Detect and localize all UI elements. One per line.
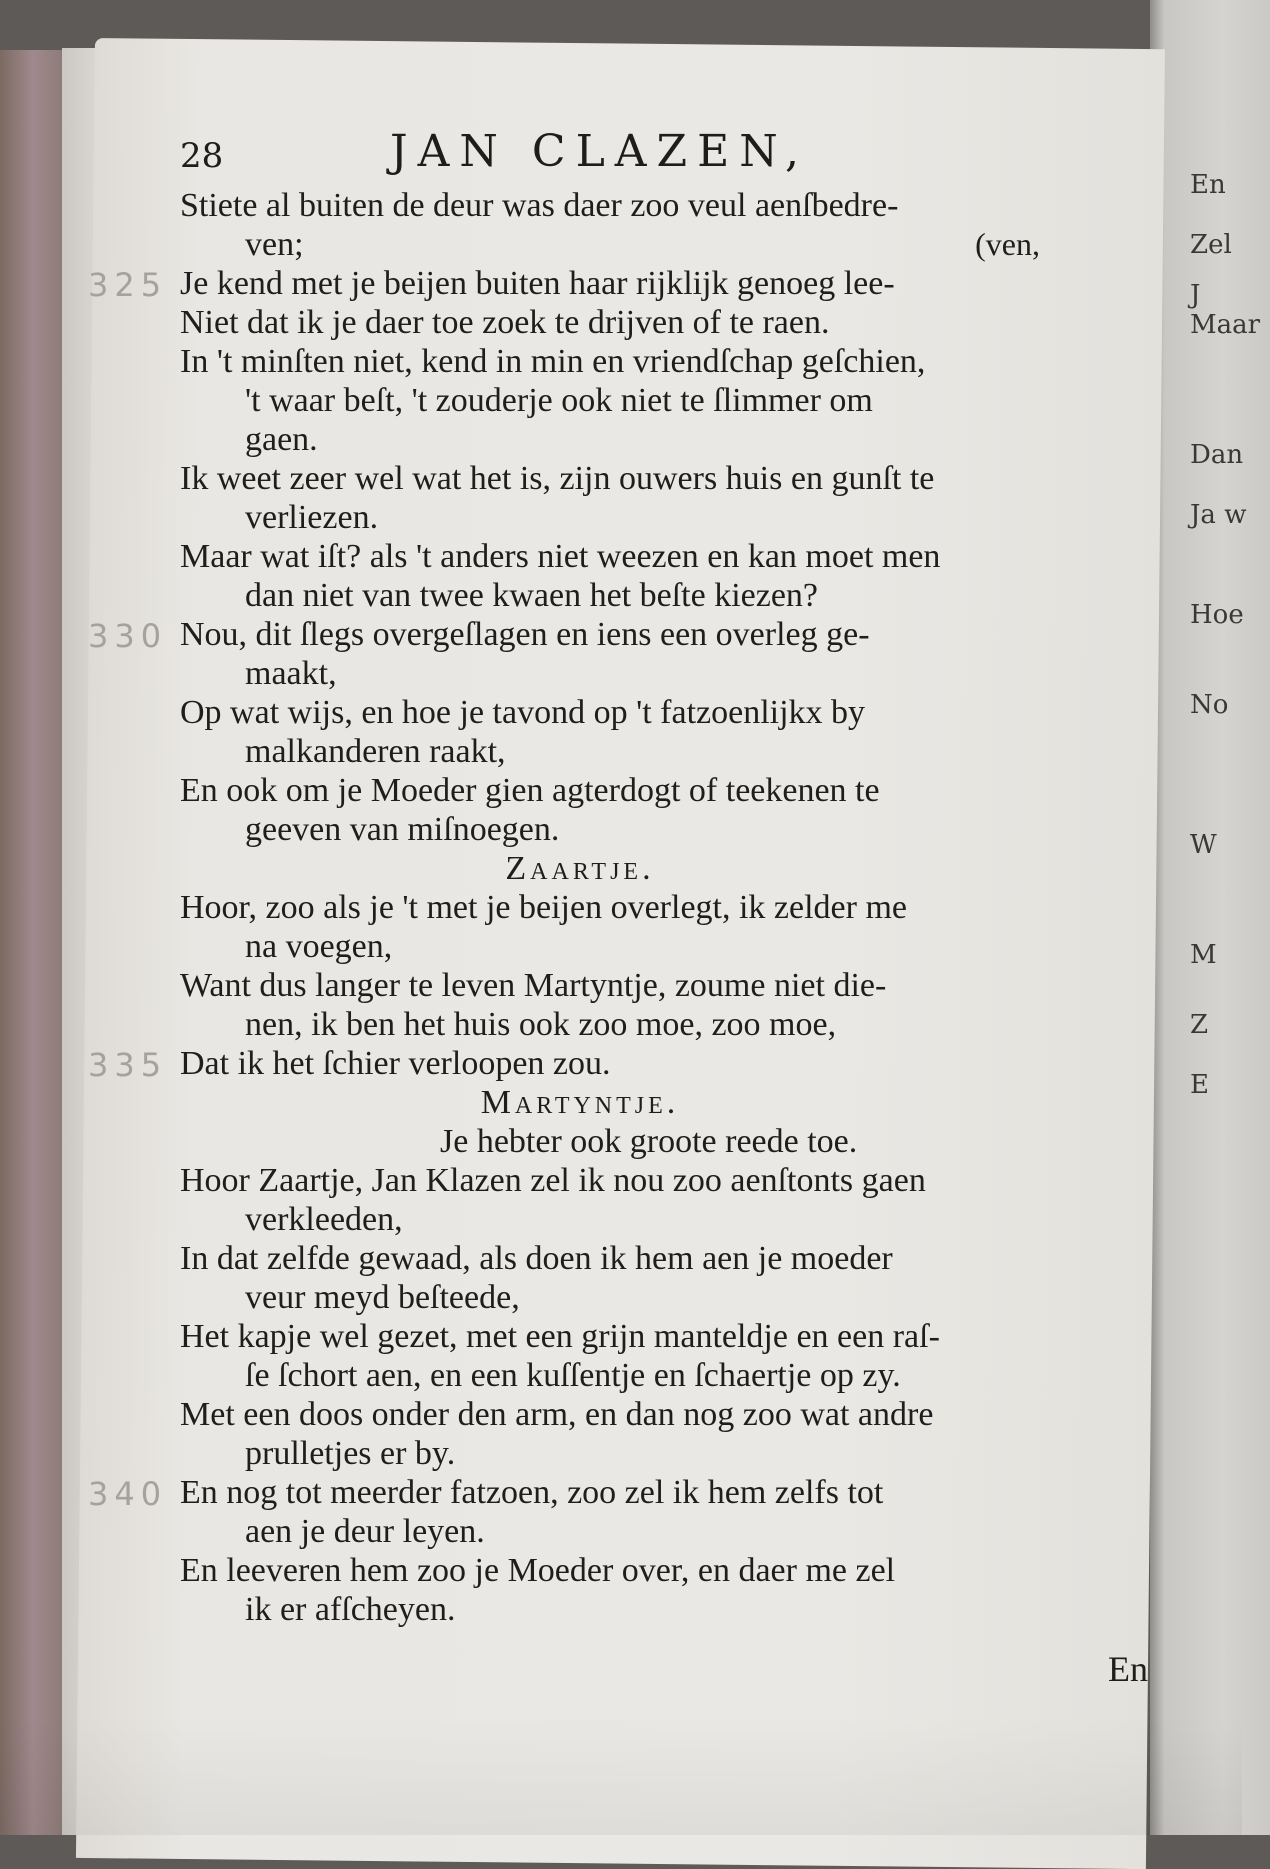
facing-page-fragment: Ja w [1190,500,1247,530]
verse-line-text: gaen. [245,421,318,458]
verse-line [180,576,1050,615]
verse-line [180,927,1050,966]
verse-line [180,1434,1050,1473]
facing-page-text [1190,170,1261,1670]
verse-line-text: Zaartje. [505,850,655,887]
verse-line [88,264,1050,304]
page-header [180,122,960,186]
verse-line-text: ſe ſchort aen, en een kuſſentje en ſchaertje op zy. [245,1357,901,1394]
facing-page-fragment: Dan [1190,440,1244,470]
verse-line-text: Op wat wijs, en hoe je tavond op 't fatzoenlijkx by [180,694,866,731]
verse-line-text: In 't minſten niet, kend in min en vriendſchap geſchien, [180,343,926,380]
verse-line-text: ven; [245,226,304,263]
verse-line [180,966,1050,1005]
verse-line [180,225,1050,264]
verse-line-text: Stiete al buiten de deur was daer zoo veul aenſbedre- [180,187,899,224]
verse-line [180,498,1050,537]
facing-page-fragment: Z [1190,1010,1209,1040]
verse-line-text: Je kend met je beijen buiten haar rijklijk genoeg lee- [180,265,895,302]
verse-line-text: Dat ik het ſchier verloopen zou. [180,1045,611,1082]
verse-line-text: aen je deur leyen. [245,1513,485,1550]
verse-line-text: verkleeden, [245,1201,403,1238]
verse-line-text: maakt, [245,655,337,692]
margin-line-number: 340 [88,1475,168,1513]
verse-text [88,186,1050,1629]
verse-line-text: nen, ik ben het huis ook zoo moe, zoo moe, [245,1006,837,1043]
facing-page-fragment: M [1190,940,1217,970]
facing-page-fragment: No [1190,690,1229,720]
facing-page-fragment: E [1190,1070,1209,1100]
bottom-shadow [0,1715,1242,1835]
margin-line-number: 325 [88,266,168,304]
speaker-name [180,1083,860,1122]
verse-line-text: Hoor Zaartje, Jan Klazen zel ik nou zoo aenſtonts gaen [180,1162,926,1199]
facing-page-fragment: Hoe [1190,600,1244,630]
verse-line [88,615,1050,655]
speaker-name [180,849,860,888]
verse-line-text: Niet dat ik je daer toe zoek te drijven of te raen. [180,304,830,341]
verse-line [180,342,1050,381]
verse-line-text: Maar wat iſt? als 't anders niet weezen en kan moet men [180,538,941,575]
verse-line-text: En ook om je Moeder gien agterdogt of teekenen te [180,772,880,809]
verse-line [180,1005,1050,1044]
margin-line-number: 335 [88,1046,168,1084]
verse-line-text: prulletjes er by. [245,1435,456,1472]
verse-line [180,420,1050,459]
verse-line [180,693,1050,732]
verse-line [180,1590,1050,1629]
facing-page-fragment: En [1190,170,1226,200]
verse-line [180,537,1050,576]
verse-line [88,1473,1050,1513]
verse-line-text: Hoor, zoo als je 't met je beijen overlegt, ik zelder me [180,889,907,926]
verse-line-text: geeven van miſnoegen. [245,811,560,848]
page-number: 28 [180,136,224,176]
facing-page-fragment: Maar [1190,310,1261,340]
verse-line-text: En leeveren hem zoo je Moeder over, en daer me zel [180,1552,896,1589]
verse-line-text: verliezen. [245,499,379,536]
verse-line [180,1512,1050,1551]
verse-line-text: ik er afſcheyen. [245,1591,456,1628]
verse-line-text: na voegen, [245,928,393,965]
verse-line-text: Martyntje. [480,1084,680,1121]
verse-line-text: En nog tot meerder fatzoen, zoo zel ik hem zelfs tot [180,1474,884,1511]
facing-page-fragment: W [1190,830,1217,860]
verse-line-text: dan niet van twee kwaen het beſte kiezen? [245,577,819,614]
verse-line-text: veur meyd beſteede, [245,1279,520,1316]
verse-line [180,459,1050,498]
verse-line [180,1356,1050,1395]
verse-line [180,381,1050,420]
turned-line-overflow: (ven, [975,226,1040,262]
verse-line [180,1317,1050,1356]
verse-line [180,186,1050,225]
verse-line [180,1551,1050,1590]
facing-page-fragment: J [1190,280,1201,310]
margin-line-number: 330 [88,617,168,655]
verse-line-text: Want dus langer te leven Martyntje, zoume niet die- [180,967,887,1004]
verse-line [180,888,1050,927]
verse-line [180,303,1050,342]
verse-line-text: Ik weet zeer wel wat het is, zijn ouwers huis en gunſt te [180,460,935,497]
catchword: En [1108,1649,1148,1689]
verse-line-text: Je hebter ook groote reede toe. [440,1123,858,1160]
verse-line [180,1395,1050,1434]
verse-line-text: Het kapje wel gezet, met een grijn manteldje en een raſ- [180,1318,940,1355]
verse-line-text: Nou, dit ſlegs overgeſlagen en iens een overleg ge- [180,616,870,653]
verse-line [180,1161,1050,1200]
facing-page-fragment: Zel [1190,230,1232,260]
verse-line [180,654,1050,693]
running-title: JAN CLAZEN, [390,126,809,177]
verse-line [180,1278,1050,1317]
verse-line-text: 't waar beſt, 't zouderje ook niet te ſlimmer om [245,382,873,419]
verse-line [180,1122,1050,1161]
verse-line [180,732,1050,771]
verse-line [180,810,1050,849]
verse-line [88,1044,1050,1084]
verse-line [180,1239,1050,1278]
verse-line [180,771,1050,810]
verse-line-text: Met een doos onder den arm, en dan nog zoo wat andre [180,1396,934,1433]
verse-line-text: malkanderen raakt, [245,733,506,770]
verse-line-text: In dat zelfde gewaad, als doen ik hem aen je moeder [180,1240,893,1277]
verse-line [180,1200,1050,1239]
